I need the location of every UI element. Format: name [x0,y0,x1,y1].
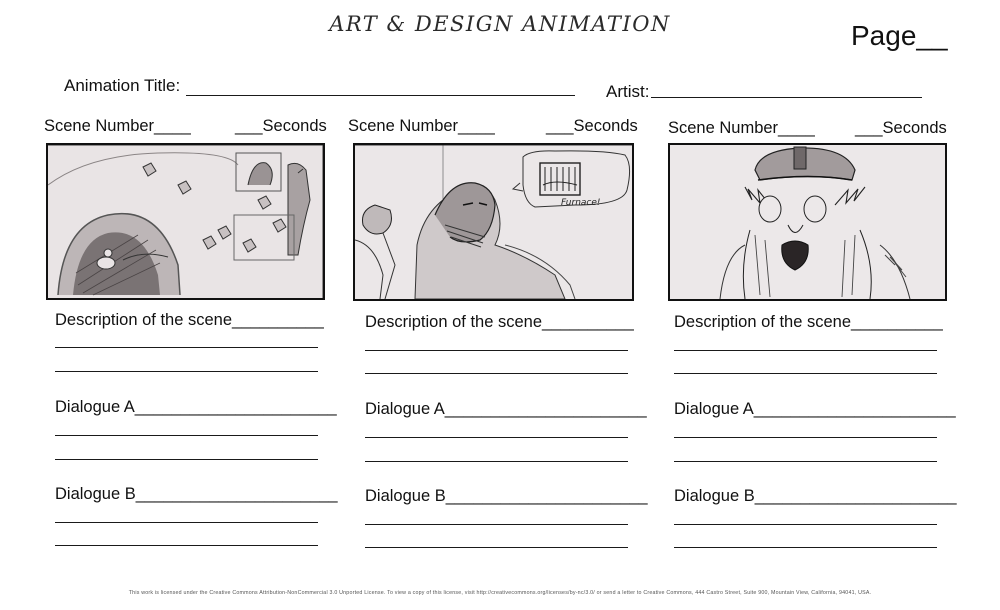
sketch-frame [668,143,947,301]
description-line[interactable] [55,347,318,348]
dialogue-a-line[interactable] [365,461,628,462]
warrior-furnace-sketch-image [355,145,632,299]
animation-title-label: Animation Title: [64,76,181,95]
page-number-label: Page__ [851,20,948,51]
dialogue-b-line[interactable] [365,547,628,548]
furnace-text: Furnace! [561,198,601,208]
dialogue-a-label: Dialogue A______________________ [365,400,647,418]
dialogue-b-label: Dialogue B______________________ [674,487,957,505]
scene-number-label: Scene Number____ [668,119,815,137]
license-notice: This work is licensed under the Creative Commons Attribution-NonCommercial 3.0 Unported License. To view a copy of this license, visit http://creativecommons.org/licenses/by-nc/3.0/ or send a letter to Creative Commons, 444 Castro Street, Suite 900, Mountain View, California, 94041, USA. [128,590,872,596]
scene-number-label: Scene Number____ [348,117,495,135]
dialogue-b-line[interactable] [674,524,937,525]
description-label: Description of the scene__________ [674,313,943,331]
dialogue-b-line[interactable] [365,524,628,525]
shouting-face-sketch-image [670,145,945,299]
sketch-frame [353,143,634,301]
dialogue-b-label: Dialogue B______________________ [55,485,338,503]
dialogue-a-line[interactable] [365,437,628,438]
description-line[interactable] [365,373,628,374]
description-line[interactable] [674,373,937,374]
description-line[interactable] [55,371,318,372]
animation-title-field[interactable] [186,95,575,96]
dialogue-a-label: Dialogue A______________________ [674,400,956,418]
description-label: Description of the scene__________ [365,313,634,331]
dialogue-b-line[interactable] [674,547,937,548]
artist-field[interactable] [651,97,922,98]
seconds-label: ___Seconds [235,117,327,135]
description-line[interactable] [674,350,937,351]
scene-number-label: Scene Number____ [44,117,191,135]
description-line[interactable] [365,350,628,351]
dialogue-a-line[interactable] [674,461,937,462]
dialogue-a-line[interactable] [55,435,318,436]
worksheet-title: ART & DESIGN ANIMATION [329,12,671,36]
dialogue-b-line[interactable] [55,545,318,546]
artist-label: Artist: [606,82,650,101]
description-label: Description of the scene__________ [55,311,324,329]
seconds-label: ___Seconds [855,119,947,137]
dialogue-b-label: Dialogue B______________________ [365,487,648,505]
dialogue-a-label: Dialogue A______________________ [55,398,337,416]
dialogue-a-line[interactable] [674,437,937,438]
dialogue-b-line[interactable] [55,522,318,523]
seconds-label: ___Seconds [546,117,638,135]
sketch-frame [46,143,325,300]
cave-sketch-image [48,145,323,298]
dialogue-a-line[interactable] [55,459,318,460]
